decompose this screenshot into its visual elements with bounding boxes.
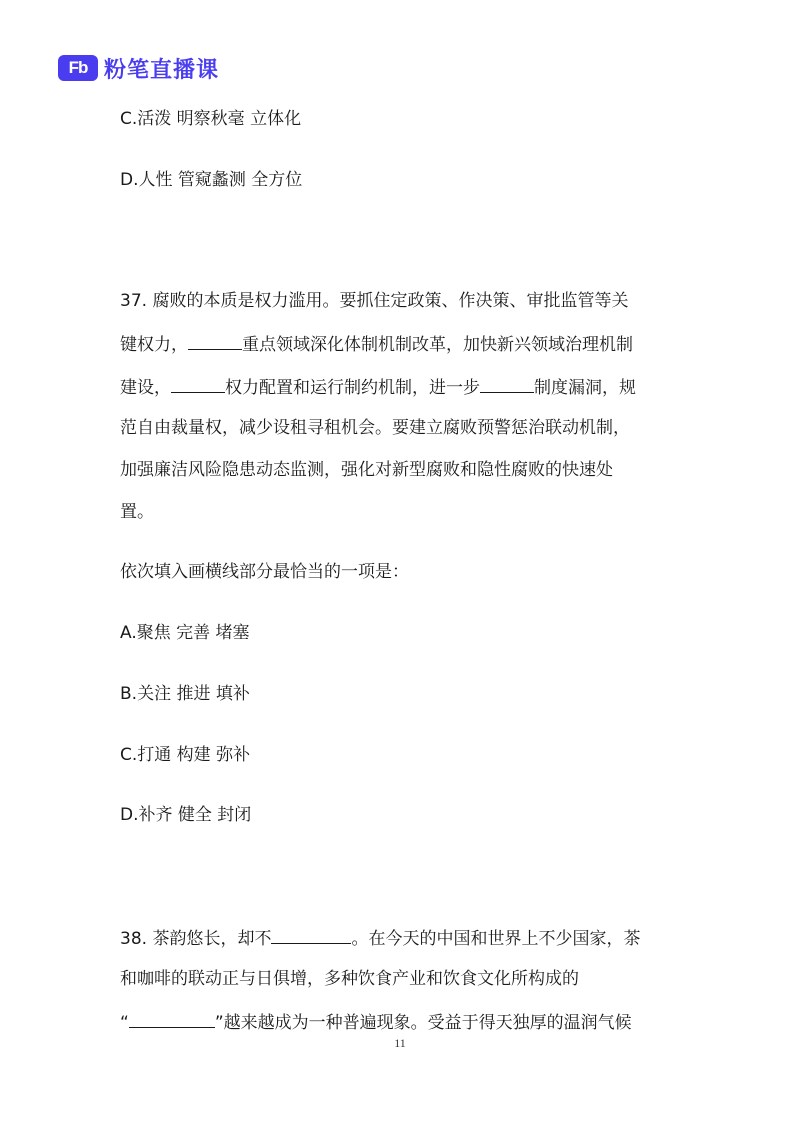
brand-logo — [58, 54, 219, 82]
q37-stem-line-5: 加强廉洁风险隐患动态监测，强化对新型腐败和隐性腐败的快速处 — [120, 460, 613, 480]
fb-logo-icon: Fb — [58, 55, 98, 81]
q38-stem-line-2: 和咖啡的联动正与日俱增，多种饮食产业和饮食文化所构成的 — [120, 969, 579, 989]
fill-blank-2 — [171, 375, 225, 393]
q36-option-c: C.活泼 明察秋毫 立体化 — [120, 109, 302, 129]
brand-name: 粉笔直播课 — [104, 57, 220, 83]
q38-stem-line-1 — [120, 926, 640, 950]
q38-text: 38. 茶韵悠长，却不 — [120, 929, 272, 949]
fill-blank-3 — [480, 375, 534, 393]
q37-option-c: C.打通 构建 弥补 — [120, 745, 251, 765]
q38-stem-line-3 — [120, 1010, 632, 1034]
q38-text: ”越来越成为一种普遍现象。受益于得天独厚的温润气候 — [214, 1013, 632, 1033]
q37-stem-line-4: 范自由裁量权，减少设租寻租机会。要建立腐败预警惩治联动机制， — [120, 418, 630, 438]
q38-text: 。在今天的中国和世界上不少国家，茶 — [351, 929, 641, 949]
q37-text: 键权力， — [120, 335, 188, 355]
q37-text: 权力配置和运行制约机制，进一步 — [225, 378, 480, 398]
page-number: 11 — [394, 1036, 406, 1050]
q37-stem-line-6: 置。 — [120, 502, 154, 522]
q37-option-d: D.补齐 健全 封闭 — [120, 805, 252, 825]
q38-text: “ — [120, 1013, 129, 1033]
q37-stem-line-3 — [120, 375, 636, 399]
q37-option-b: B.关注 推进 填补 — [120, 684, 250, 704]
fill-blank-1 — [271, 926, 351, 944]
q37-stem-line-2 — [120, 332, 633, 356]
q37-text: 制度漏洞，规 — [534, 378, 636, 398]
fill-blank-2 — [129, 1010, 215, 1028]
q37-text: 重点领域深化体制机制改革，加快新兴领域治理机制 — [242, 335, 633, 355]
q37-prompt: 依次填入画横线部分最恰当的一项是： — [120, 562, 409, 582]
q37-stem-line-1: 37. 腐败的本质是权力滥用。要抓住定政策、作决策、审批监管等关 — [120, 291, 629, 311]
fill-blank-1 — [188, 332, 242, 350]
q37-text: 建设， — [120, 378, 171, 398]
q36-option-d: D.人性 管窥蠡测 全方位 — [120, 170, 303, 190]
q37-option-a: A.聚焦 完善 堵塞 — [120, 623, 250, 643]
